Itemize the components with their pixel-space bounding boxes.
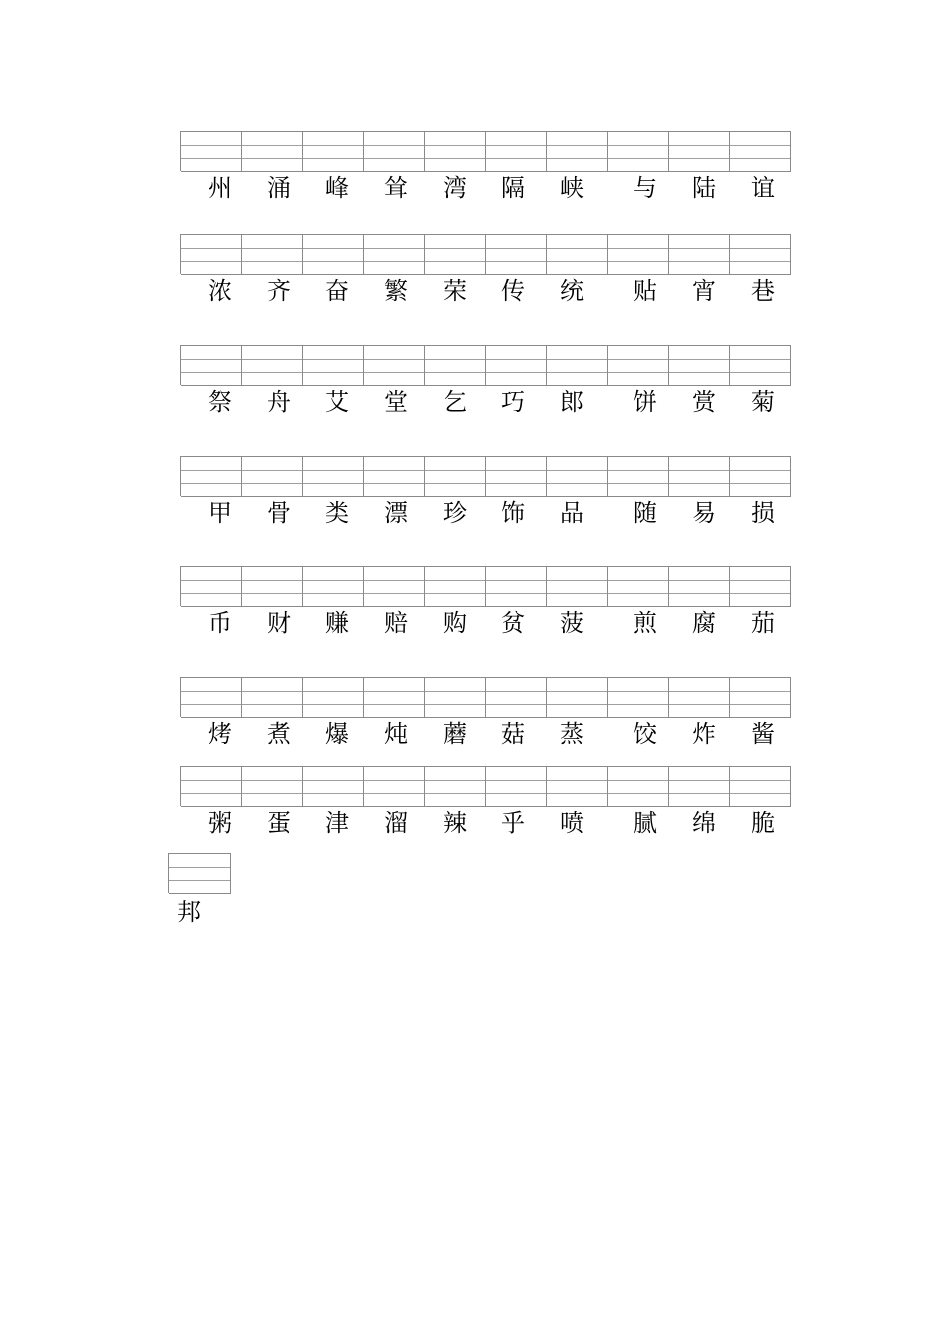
character: 祭	[208, 388, 232, 416]
char-line	[180, 717, 791, 751]
writing-cell	[303, 567, 364, 607]
character: 煎	[633, 609, 657, 637]
character: 乞	[443, 388, 467, 416]
writing-cell	[669, 235, 730, 275]
writing-cell	[608, 346, 669, 386]
writing-cell	[242, 567, 303, 607]
character: 饺	[633, 720, 657, 748]
character: 涌	[267, 174, 291, 202]
writing-cell	[364, 567, 425, 607]
character: 脆	[751, 809, 775, 837]
character: 巷	[751, 277, 775, 305]
writing-grid	[180, 234, 791, 274]
writing-cell	[181, 767, 242, 807]
writing-cell	[730, 346, 791, 386]
char-line	[180, 385, 791, 419]
writing-cell	[303, 235, 364, 275]
writing-cell	[242, 767, 303, 807]
char-row-1	[180, 131, 791, 205]
character: 舟	[267, 388, 291, 416]
writing-cell	[425, 567, 486, 607]
character: 品	[560, 499, 584, 527]
character: 奋	[325, 277, 349, 305]
character: 浓	[208, 277, 232, 305]
writing-cell	[425, 235, 486, 275]
character: 巧	[501, 388, 525, 416]
writing-cell	[730, 235, 791, 275]
writing-cell	[669, 567, 730, 607]
character: 隔	[501, 174, 525, 202]
character: 炸	[692, 720, 716, 748]
character: 峰	[325, 174, 349, 202]
writing-cell	[547, 457, 608, 497]
character: 腐	[692, 609, 716, 637]
character: 随	[633, 499, 657, 527]
writing-cell	[730, 457, 791, 497]
character: 湾	[443, 174, 467, 202]
char-row-2	[180, 234, 791, 308]
writing-cell	[547, 567, 608, 607]
character: 菊	[751, 388, 775, 416]
character: 珍	[443, 499, 467, 527]
writing-cell	[547, 235, 608, 275]
writing-grid	[180, 345, 791, 385]
writing-cell	[364, 678, 425, 718]
character: 菠	[560, 609, 584, 637]
writing-cell	[486, 132, 547, 172]
writing-cell	[425, 457, 486, 497]
character: 陆	[692, 174, 716, 202]
character: 烤	[208, 720, 232, 748]
writing-grid	[180, 566, 791, 606]
character: 损	[751, 499, 775, 527]
writing-cell	[425, 132, 486, 172]
writing-cell	[486, 678, 547, 718]
writing-cell	[669, 457, 730, 497]
char-line	[180, 171, 791, 205]
character: 津	[325, 809, 349, 837]
writing-cell	[608, 235, 669, 275]
writing-cell	[181, 132, 242, 172]
writing-cell	[242, 457, 303, 497]
writing-cell	[730, 132, 791, 172]
char-row-6	[180, 677, 791, 751]
writing-cell	[547, 346, 608, 386]
writing-cell	[364, 235, 425, 275]
character: 齐	[267, 277, 291, 305]
writing-cell	[425, 678, 486, 718]
character: 饼	[633, 388, 657, 416]
writing-grid	[180, 131, 791, 171]
writing-cell	[486, 567, 547, 607]
writing-cell	[364, 132, 425, 172]
character: 辣	[443, 809, 467, 837]
writing-cell	[181, 678, 242, 718]
writing-cell	[486, 767, 547, 807]
writing-cell	[730, 567, 791, 607]
writing-cell	[608, 132, 669, 172]
writing-cell	[669, 346, 730, 386]
character: 赚	[325, 609, 349, 637]
character: 与	[633, 174, 657, 202]
writing-grid	[180, 456, 791, 496]
writing-cell	[669, 132, 730, 172]
writing-cell	[425, 767, 486, 807]
writing-cell	[364, 346, 425, 386]
character: 峡	[560, 174, 584, 202]
char-row-7	[180, 766, 791, 840]
writing-cell	[669, 678, 730, 718]
writing-cell	[364, 767, 425, 807]
character: 赏	[692, 388, 716, 416]
character: 宵	[692, 277, 716, 305]
writing-cell	[608, 567, 669, 607]
char-row-5	[180, 566, 791, 640]
character: 州	[208, 174, 232, 202]
writing-cell	[608, 457, 669, 497]
writing-cell	[547, 132, 608, 172]
character: 炖	[384, 720, 408, 748]
character: 赔	[384, 609, 408, 637]
character: 繁	[384, 277, 408, 305]
char-row-8	[168, 853, 231, 926]
char-row-3	[180, 345, 791, 419]
character: 财	[267, 609, 291, 637]
writing-cell	[730, 678, 791, 718]
writing-cell	[181, 235, 242, 275]
character: 漂	[384, 499, 408, 527]
writing-cell	[181, 567, 242, 607]
character: 饰	[501, 499, 525, 527]
writing-cell	[425, 346, 486, 386]
character: 骨	[267, 499, 291, 527]
char-line	[180, 274, 791, 308]
writing-cell	[486, 346, 547, 386]
character: 艾	[325, 388, 349, 416]
character: 类	[325, 499, 349, 527]
character: 贫	[501, 609, 525, 637]
character: 堂	[384, 388, 408, 416]
writing-cell	[608, 678, 669, 718]
character: 蘑	[443, 720, 467, 748]
writing-cell	[303, 678, 364, 718]
character: 酱	[751, 720, 775, 748]
char-line	[180, 606, 791, 640]
character: 茄	[751, 609, 775, 637]
writing-cell	[486, 235, 547, 275]
character: 煮	[267, 720, 291, 748]
character: 贴	[633, 277, 657, 305]
char-line	[180, 496, 791, 530]
character: 爆	[325, 720, 349, 748]
character: 荣	[443, 277, 467, 305]
writing-cell	[303, 457, 364, 497]
character: 菇	[501, 720, 525, 748]
writing-cell	[547, 678, 608, 718]
character: 甲	[208, 499, 232, 527]
writing-cell	[242, 346, 303, 386]
char-line	[180, 806, 791, 840]
writing-cell	[730, 767, 791, 807]
character: 耸	[384, 174, 408, 202]
writing-cell	[608, 767, 669, 807]
writing-cell	[486, 457, 547, 497]
character: 谊	[751, 174, 775, 202]
character: 粥	[208, 809, 232, 837]
character: 溜	[384, 809, 408, 837]
character: 邦	[177, 898, 201, 926]
character: 蒸	[560, 720, 584, 748]
writing-cell	[364, 457, 425, 497]
writing-grid	[180, 677, 791, 717]
writing-cell	[669, 767, 730, 807]
character: 腻	[633, 809, 657, 837]
writing-cell	[547, 767, 608, 807]
writing-cell	[303, 346, 364, 386]
writing-grid	[168, 853, 231, 893]
character: 传	[501, 277, 525, 305]
writing-cell	[303, 767, 364, 807]
character: 乎	[501, 809, 525, 837]
writing-cell	[181, 346, 242, 386]
character: 蛋	[267, 809, 291, 837]
character: 统	[560, 277, 584, 305]
character: 喷	[560, 809, 584, 837]
writing-cell	[303, 132, 364, 172]
character: 绵	[692, 809, 716, 837]
character: 币	[208, 609, 232, 637]
writing-cell	[181, 457, 242, 497]
char-row-4	[180, 456, 791, 530]
writing-cell	[242, 235, 303, 275]
writing-cell	[242, 678, 303, 718]
character: 易	[692, 499, 716, 527]
writing-grid	[180, 766, 791, 806]
writing-cell	[242, 132, 303, 172]
character: 郎	[560, 388, 584, 416]
character: 购	[443, 609, 467, 637]
writing-cell	[169, 854, 231, 894]
